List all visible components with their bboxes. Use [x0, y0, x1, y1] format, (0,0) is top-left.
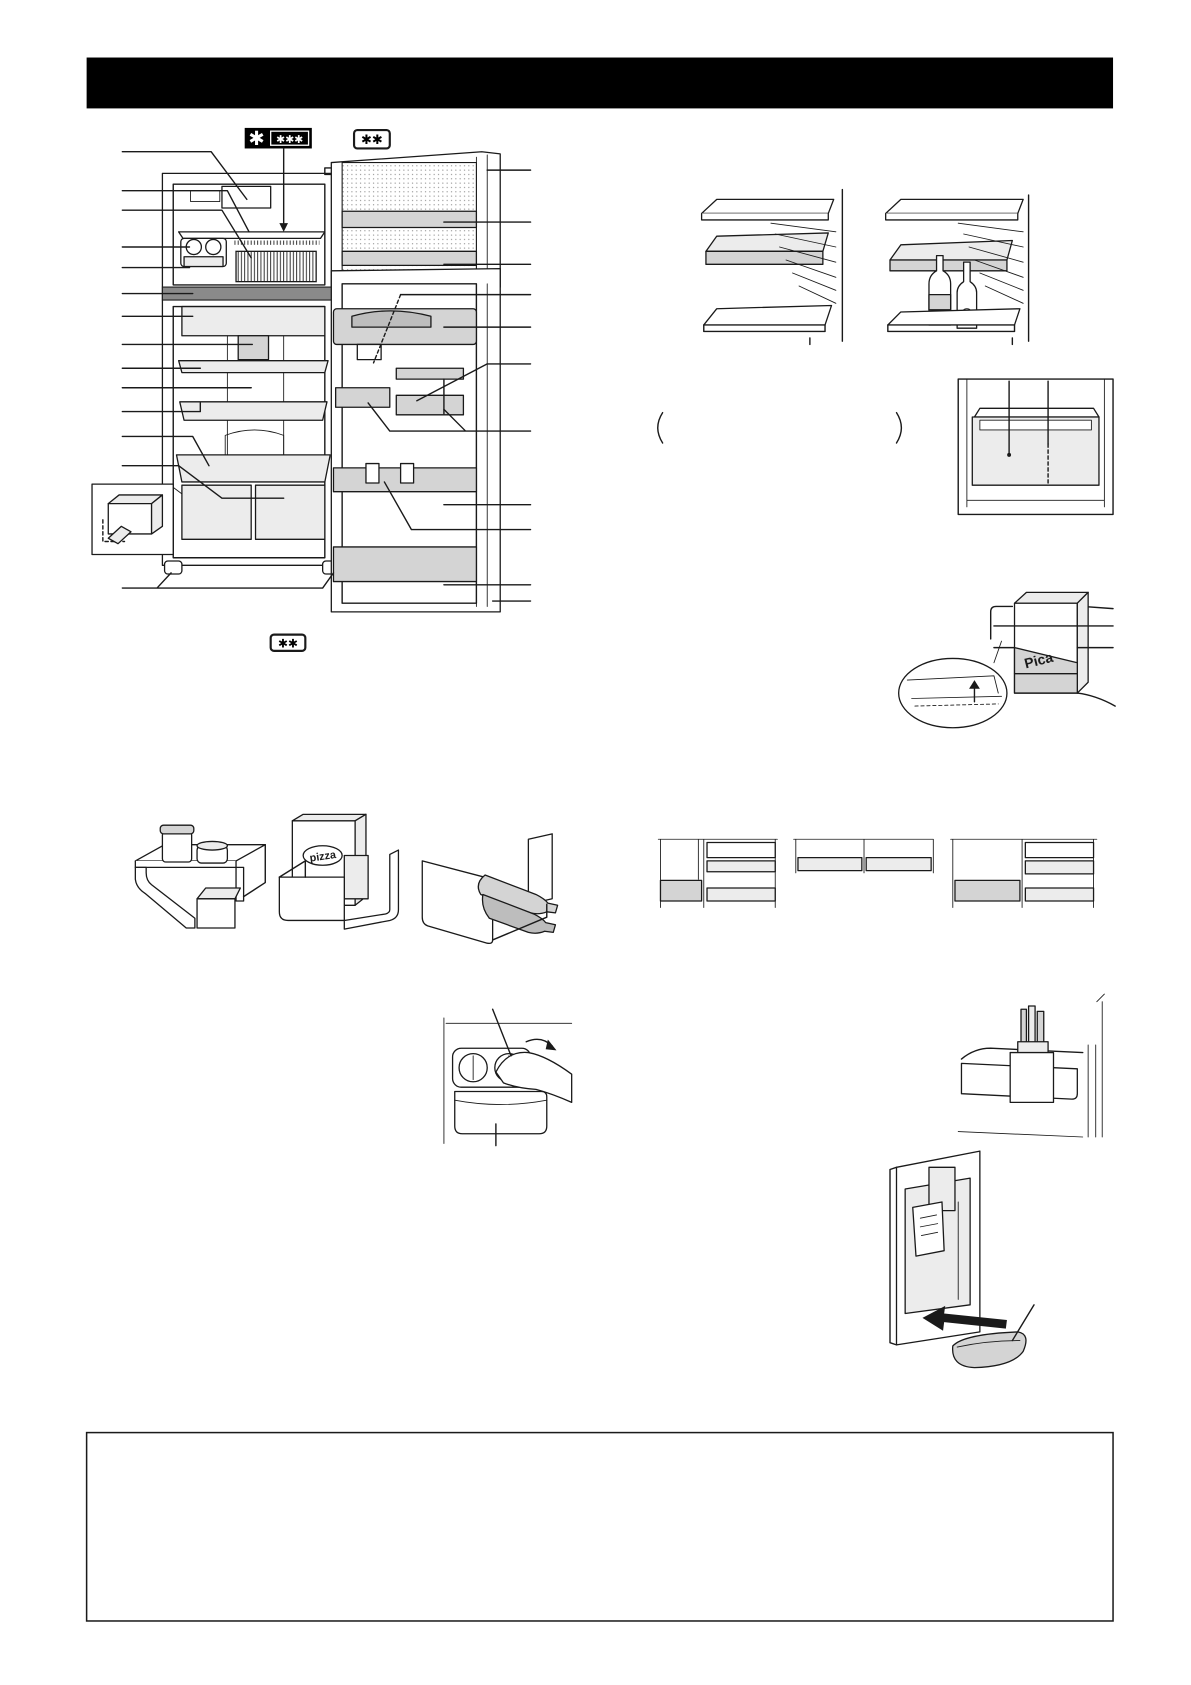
refrigerator-diagram: [92, 127, 531, 612]
glass-shelf-2: [180, 402, 327, 420]
wine-rack-illustration: [422, 834, 557, 944]
freezer-top-cover: [222, 186, 271, 208]
pizza-box-label: pizza: [308, 849, 337, 865]
door-rating-stars: ✱✱: [361, 133, 383, 149]
small-center-box: [238, 336, 268, 360]
freezer-door-pocket-upper: [342, 211, 476, 227]
freezer-rating-stars: ✱✱✱: [276, 133, 304, 147]
header-bar: [87, 58, 1113, 109]
door-holder-illustration: [958, 994, 1104, 1137]
drawer-configuration-3: [951, 839, 1097, 907]
egg-holder-upper: [396, 368, 463, 379]
pizza-holder-illustration: [279, 814, 398, 929]
drawer-configuration-1: [658, 839, 777, 907]
egg-holder-lower: [396, 395, 463, 414]
drawer-inset: [92, 484, 182, 554]
food-container-tall: [162, 832, 191, 862]
two-star-rating-icon-note: [271, 635, 306, 651]
utensil-holder: [1010, 1053, 1053, 1103]
bracket-right: [896, 413, 901, 443]
two-star-rating-icon: [354, 130, 390, 148]
foot-left: [165, 561, 182, 574]
chilled-room: [182, 307, 325, 336]
four-star-freezer-rating-icon: [245, 127, 312, 150]
shelf-position-illustration-right: [886, 195, 1029, 344]
ice-maker: [181, 238, 226, 266]
crisper-drawer-illustration: [958, 379, 1113, 514]
bridge-shelf-illustration: [135, 825, 265, 928]
ice-tray-illustration: [444, 1009, 572, 1145]
shelf-position-illustration-left: [702, 190, 843, 345]
freezer-door-pocket-lower: [342, 251, 476, 265]
glass-shelf-1: [179, 361, 328, 373]
door-pocket-small: [336, 388, 390, 407]
dispenser-illustration: [890, 1151, 1034, 1368]
crisper-cover: [176, 455, 330, 482]
door-pocket-bottom: [333, 547, 476, 582]
rotate-arrow-icon: [546, 1040, 557, 1051]
freezer-big-star: ✱: [248, 127, 265, 151]
drawer-configuration-2: [794, 839, 934, 873]
crisper-drawer-right: [256, 485, 325, 539]
carton-door-bin-illustration: [899, 592, 1116, 727]
freezer-shelf: [179, 232, 325, 238]
note-box: [87, 1433, 1113, 1621]
zoom-circle: [899, 658, 1007, 727]
ice-box: [455, 1092, 547, 1134]
note-rating-stars: ✱✱: [278, 636, 298, 651]
ice-storage-grid: [236, 251, 316, 281]
carton-brand-label: Pica: [1022, 648, 1055, 672]
bracket-left: [658, 413, 663, 443]
